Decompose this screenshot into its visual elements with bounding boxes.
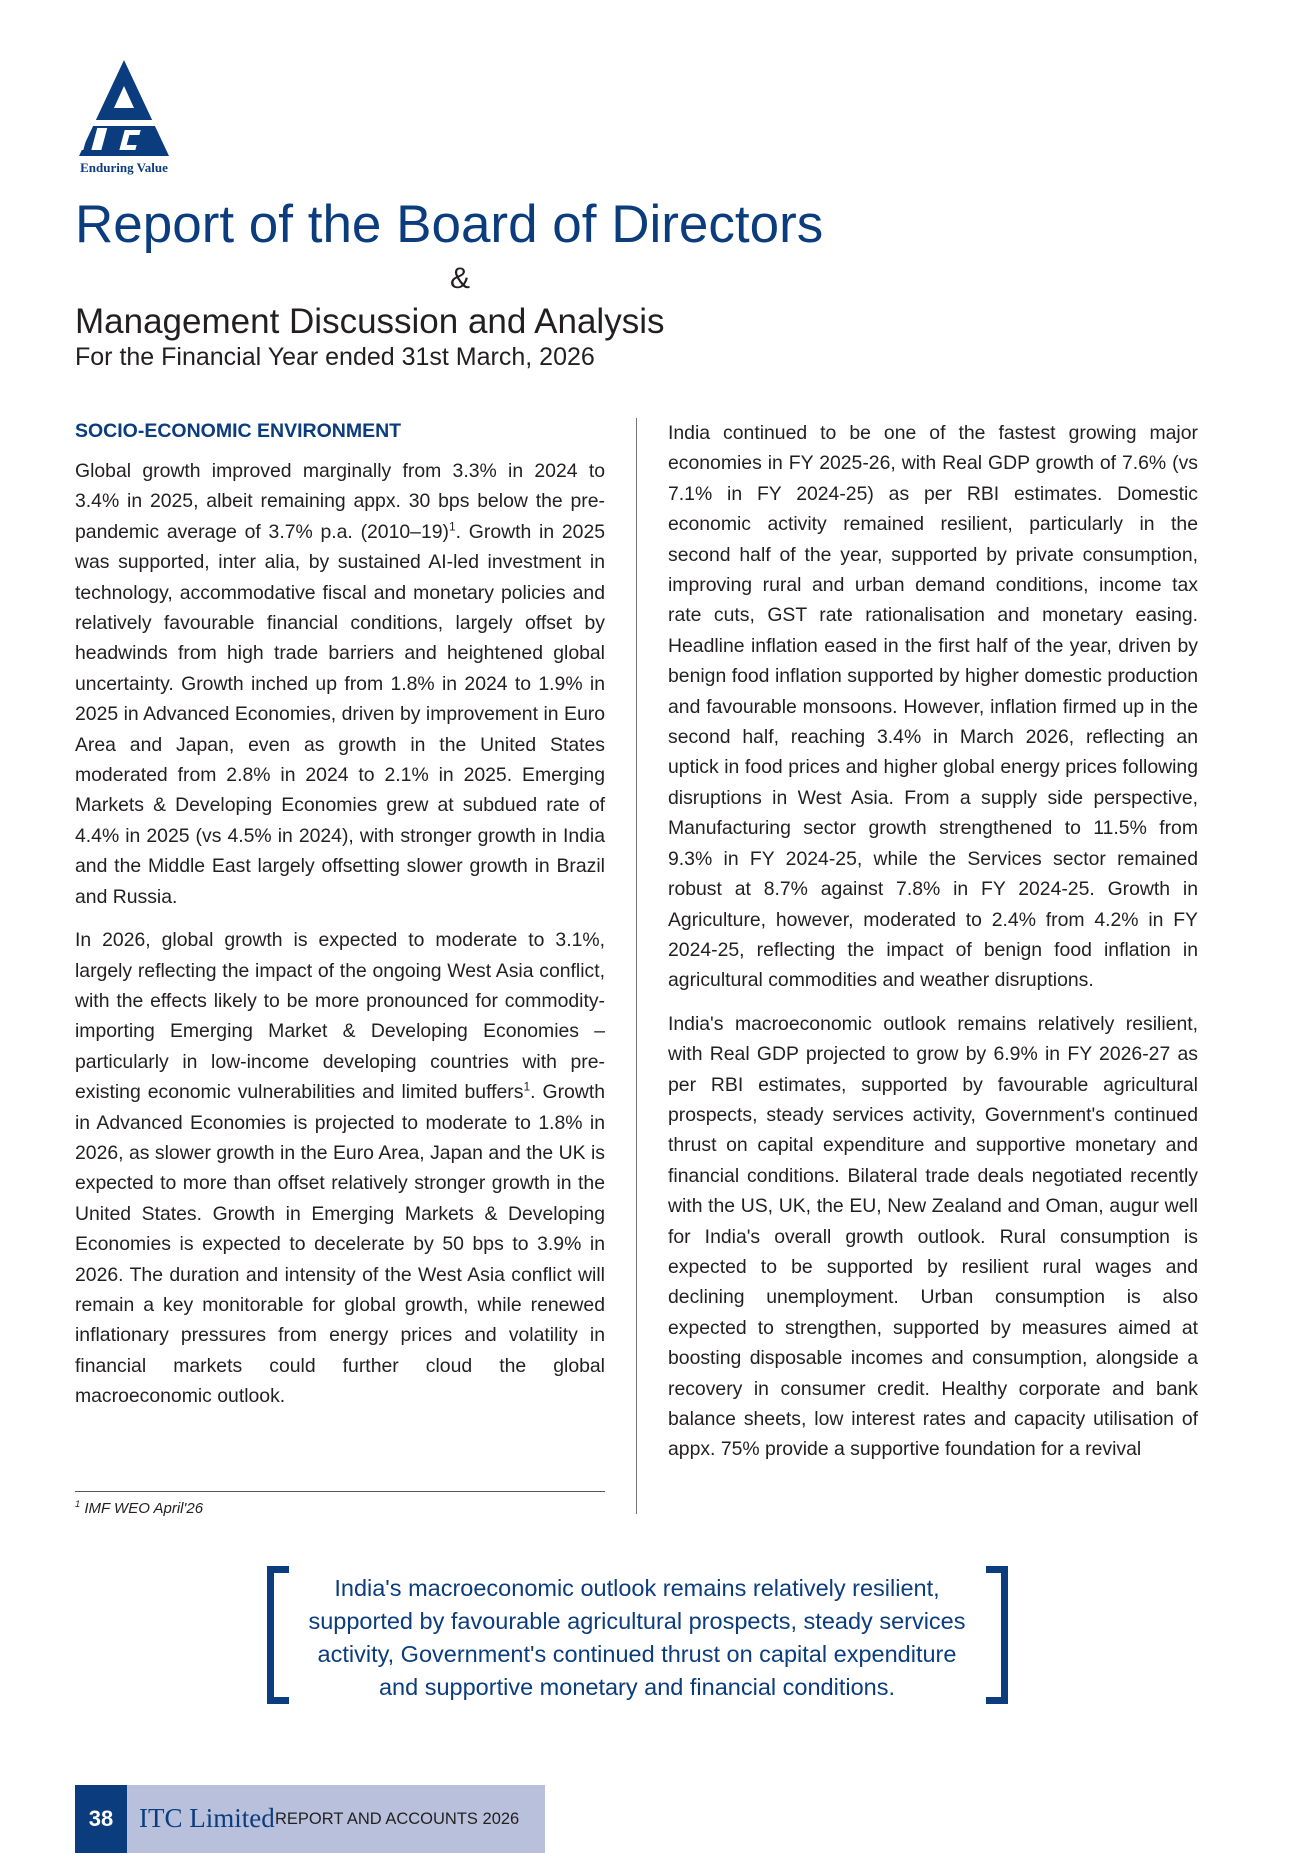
left-bracket-icon <box>267 1566 289 1704</box>
page-number: 38 <box>75 1785 127 1853</box>
paragraph-text: Global growth improved marginally from 3.3% in 2024 to 3.4% in 2025, albeit remaining appx. 30 bps below the pre-pandemic average of 3.7% p.a. (2010–19) <box>75 460 605 543</box>
right-column <box>668 418 1198 1478</box>
paragraph-text: . Growth in 2025 was supported, inter alia, by sustained AI-led investment in technology, accommodative fiscal and monetary policies and relatively favourable financial conditions, largely offset by headwinds from high trade barriers and heightened global uncertainty. Growth inched up from 1.8% in 2024 to 1.9% in 2025 in Advanced Economies, driven by improvement in Euro Area and Japan, even as growth in the United States moderated from 2.8% in 2024 to 2.1% in 2025. Emerging Markets & Developing Economies grew at subdued rate of 4.4% in 2025 (vs 4.5% in 2024), with stronger growth in India and the Middle East largely offsetting slower growth in Brazil and Russia. <box>75 520 606 908</box>
paragraph <box>75 456 605 912</box>
report-period: For the Financial Year ended 31st March, 2026 <box>75 343 595 371</box>
logo-tagline: Enduring Value <box>80 160 168 175</box>
paragraph: India's macroeconomic outlook remains relatively resilient, with Real GDP projected to grow by 6.9% in FY 2026-27 as per RBI estimates, supported by favourable agricultural prospects, steady services activity, Government's continued thrust on capital expenditure and supportive monetary and financial conditions. Bilateral trade deals negotiated recently with the US, UK, the EU, New Zealand and Oman, augur well for India's overall growth outlook. Rural consumption is expected to be supported by resilient rural wages and declining unemployment. Urban consumption is also expected to strengthen, supported by measures aimed at boosting disposable incomes and consumption, alongside a recovery in consumer credit. Healthy corporate and bank balance sheets, low interest rates and capacity utilisation of appx. 75% provide a supportive foundation for a revival <box>668 1012 1198 1461</box>
footnote-ref: 1 <box>448 519 456 534</box>
title-ampersand: & <box>450 262 471 295</box>
footnote-text: IMF WEO April'26 <box>80 1500 204 1517</box>
column-divider <box>636 418 637 1514</box>
paragraph: India continued to be one of the fastest growing major economies in FY 2025-26, with Real GDP growth of 7.6% (vs 7.1% in FY 2024-25) as per RBI estimates. Domestic economic activity remained resilient, particularly in the second half of the year, supported by private consumption, improving rural and urban demand conditions, income tax rate cuts, GST rate rationalisation and monetary easing. Headline inflation eased in the first half of the year, driven by benign food inflation supported by higher domestic production and favourable monsoons. However, inflation firmed up in the second half, reaching 3.4% in March 2026, reflecting an uptick in food prices and higher global energy prices following disruptions in West Asia. From a supply side perspective, Manufacturing sector growth strengthened to 11.5% from 9.3% in FY 2024-25, while the Services sector remained robust at 8.7% against 7.8% in FY 2024-25. Growth in Agriculture, however, moderated to 2.4% from 4.2% in FY 2024-25, reflecting the impact of benign food inflation in agricultural commodities and weather disruptions. <box>668 422 1198 992</box>
right-bracket-icon <box>986 1566 1008 1704</box>
page-title: Report of the Board of Directors <box>75 195 824 254</box>
footnote-number: 1 <box>75 1499 81 1509</box>
page-subtitle: Management Discussion and Analysis <box>75 302 665 341</box>
section-heading: SOCIO-ECONOMIC ENVIRONMENT <box>75 420 402 442</box>
pull-quote-text: India's macroeconomic outlook remains relatively resilient, supported by favourable agricultural prospects, steady services activity, Government's continued thrust on capital expenditure and supportive monetary and financial conditions. <box>308 1575 966 1700</box>
paragraph-text: In 2026, global growth is expected to moderate to 3.1%, largely reflecting the impact of the ongoing West Asia conflict, with the effects likely to be more pronounced for commodity-importing Emerging Market & Developing Economies – particularly in low-income developing countries with pre-existing economic vulnerabilities and limited buffers <box>75 929 605 1104</box>
footnote-rule <box>75 1491 605 1492</box>
footnote <box>75 1500 203 1517</box>
footnote-ref: 1 <box>523 1079 531 1094</box>
page-footer <box>75 1785 545 1853</box>
footer-company: ITC Limited <box>139 1803 275 1833</box>
paragraph-text: . Growth in Advanced Economies is projected to moderate to 1.8% in 2026, as slower growth in the Euro Area, Japan and the UK is expected to more than offset relatively stronger growth in the United States. Growth in Emerging Markets & Developing Economies is expected to decelerate by 50 bps to 3.9% in 2026. The duration and intensity of the West Asia conflict will remain a key monitorable for global growth, while renewed inflationary pressures from energy prices and volatility in financial markets could further cloud the global macroeconomic outlook. <box>75 1081 605 1408</box>
pull-quote <box>262 1562 1012 1712</box>
itc-logo-icon <box>74 58 174 158</box>
left-column <box>75 418 605 1425</box>
footer-report-title: REPORT AND ACCOUNTS 2026 <box>275 1810 520 1828</box>
company-logo <box>74 58 174 176</box>
paragraph <box>75 925 605 1412</box>
